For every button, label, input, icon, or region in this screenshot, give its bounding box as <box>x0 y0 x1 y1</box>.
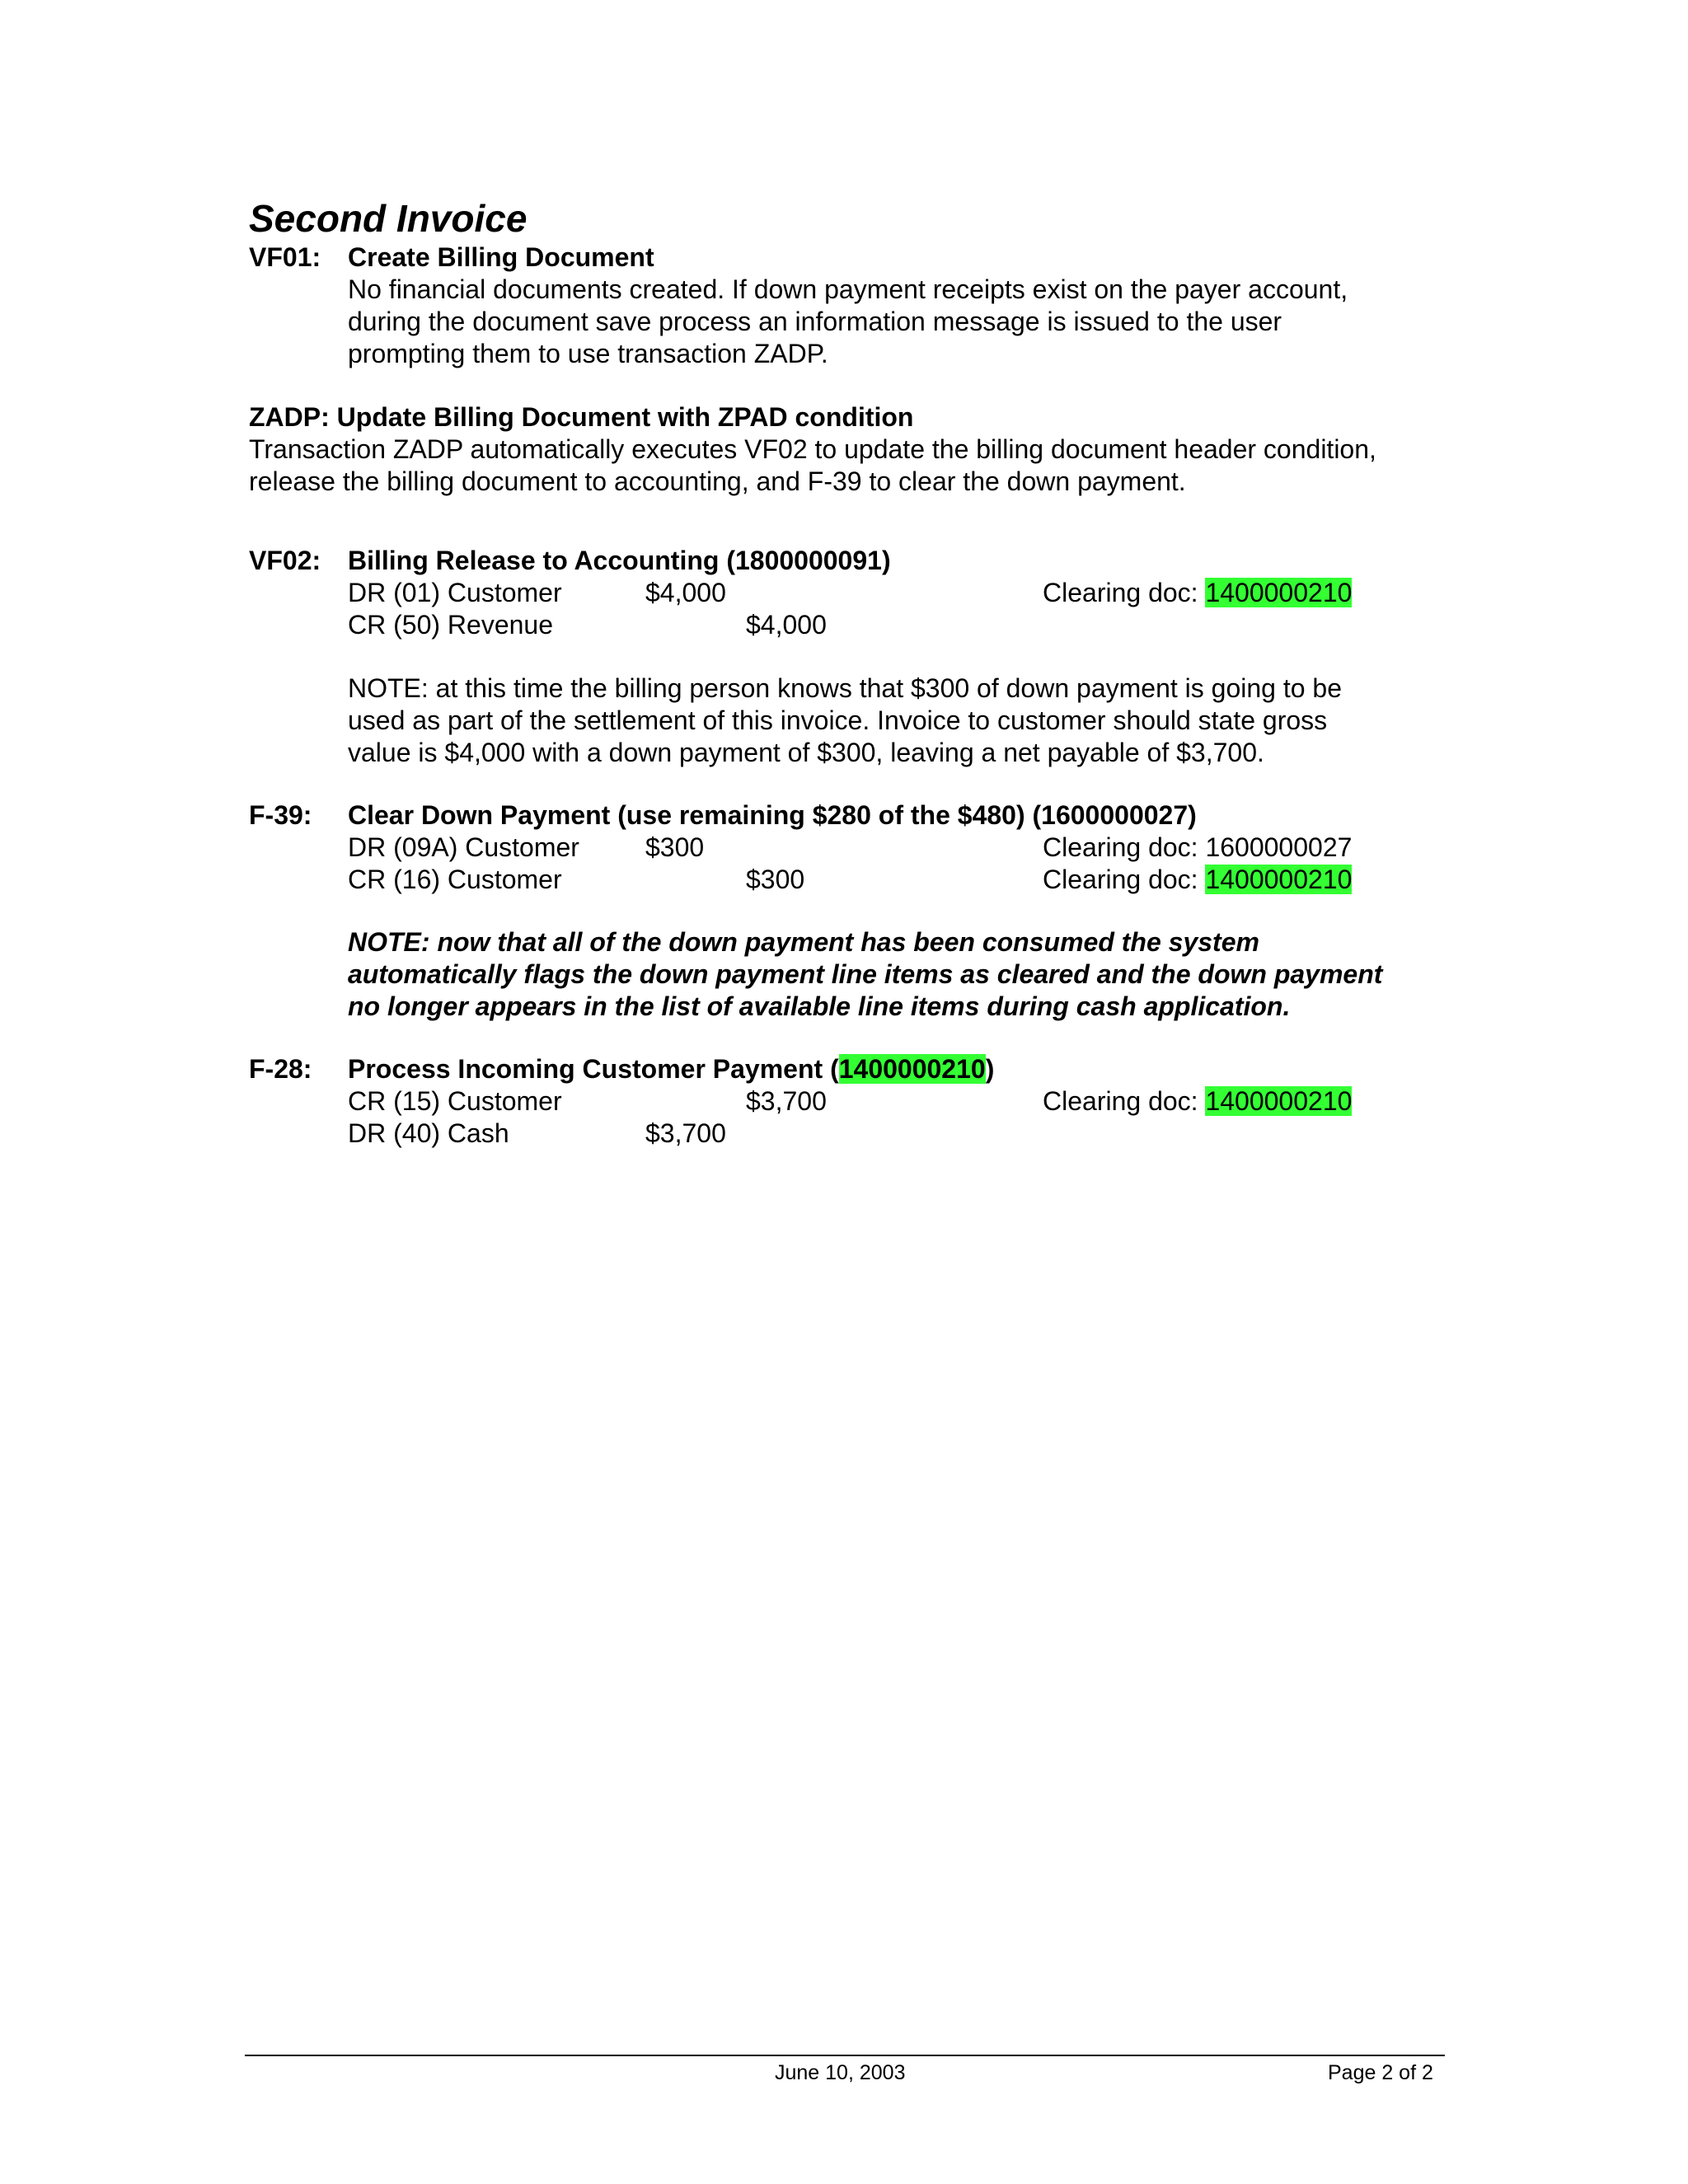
vf02-note-line: value is $4,000 with a down payment of $300, leaving a net payable of $3,700. <box>348 738 1264 767</box>
f39-note-line: no longer appears in the list of available line items during cash application. <box>348 991 1291 1021</box>
f39-clearing-doc <box>1043 864 1352 896</box>
vf02-note-line: NOTE: at this time the billing person knows that $300 of down payment is going to be <box>348 673 1342 703</box>
f28-row-account: DR (40) Cash <box>348 1118 509 1148</box>
f39-row-credit: $300 <box>746 865 805 894</box>
f39-note-line: automatically flags the down payment line items as cleared and the down payment <box>348 959 1383 989</box>
highlighted-doc-number: 1400000210 <box>1205 865 1353 894</box>
zadp-body-line: Transaction ZADP automatically executes VF02 to update the billing document header condition, <box>249 434 1376 464</box>
vf02-heading: Billing Release to Accounting (1800000091) <box>348 546 891 575</box>
f28-row-debit: $3,700 <box>645 1118 726 1148</box>
highlighted-doc-number: 1400000210 <box>1205 1086 1353 1116</box>
f39-code: F-39: <box>249 800 312 830</box>
f28-row-account: CR (15) Customer <box>348 1086 562 1116</box>
clearing-label: Clearing doc: <box>1043 1086 1206 1116</box>
heading-text: ) <box>985 1054 995 1084</box>
zadp-body-line: release the billing document to accounting, and F-39 to clear the down payment. <box>249 466 1186 496</box>
f39-heading: Clear Down Payment (use remaining $280 of the $480) (1600000027) <box>348 800 1197 830</box>
vf01-body-line: No financial documents created. If down payment receipts exist on the payer account, <box>348 274 1348 304</box>
footer-divider <box>245 2055 1445 2056</box>
f28-row-credit: $3,700 <box>746 1086 827 1116</box>
f39-note-line: NOTE: now that all of the down payment has been consumed the system <box>348 927 1259 957</box>
vf02-note-line: used as part of the settlement of this invoice. Invoice to customer should state gross <box>348 705 1328 735</box>
doc-number: 1600000027 <box>1205 832 1353 862</box>
f39-clearing-doc <box>1043 832 1352 864</box>
vf02-clearing-doc <box>1043 577 1352 609</box>
vf02-row-credit: $4,000 <box>746 610 827 640</box>
f28-clearing-doc <box>1043 1085 1352 1118</box>
footer-date: June 10, 2003 <box>775 2061 906 2084</box>
vf01-code: VF01: <box>249 242 321 272</box>
f39-row-account: CR (16) Customer <box>348 865 562 894</box>
zadp-heading: ZADP: Update Billing Document with ZPAD condition <box>249 402 914 432</box>
vf01-body-line: prompting them to use transaction ZADP. <box>348 339 828 368</box>
f28-heading <box>348 1053 994 1085</box>
f39-row-account: DR (09A) Customer <box>348 832 579 862</box>
vf02-code: VF02: <box>249 546 321 575</box>
vf02-row-debit: $4,000 <box>645 578 726 607</box>
clearing-label: Clearing doc: <box>1043 578 1206 607</box>
clearing-label: Clearing doc: <box>1043 832 1206 862</box>
highlighted-doc-number: 1400000210 <box>838 1054 986 1084</box>
f28-code: F-28: <box>249 1054 312 1084</box>
vf01-heading: Create Billing Document <box>348 242 654 272</box>
vf02-row-account: DR (01) Customer <box>348 578 562 607</box>
f39-row-debit: $300 <box>645 832 705 862</box>
vf02-row-account: CR (50) Revenue <box>348 610 553 640</box>
clearing-label: Clearing doc: <box>1043 865 1206 894</box>
heading-text: Process Incoming Customer Payment ( <box>348 1054 839 1084</box>
page-title: Second Invoice <box>249 197 528 240</box>
vf01-body-line: during the document save process an information message is issued to the user <box>348 307 1282 336</box>
highlighted-doc-number: 1400000210 <box>1205 578 1353 607</box>
footer-page-number: Page 2 of 2 <box>1328 2061 1433 2084</box>
